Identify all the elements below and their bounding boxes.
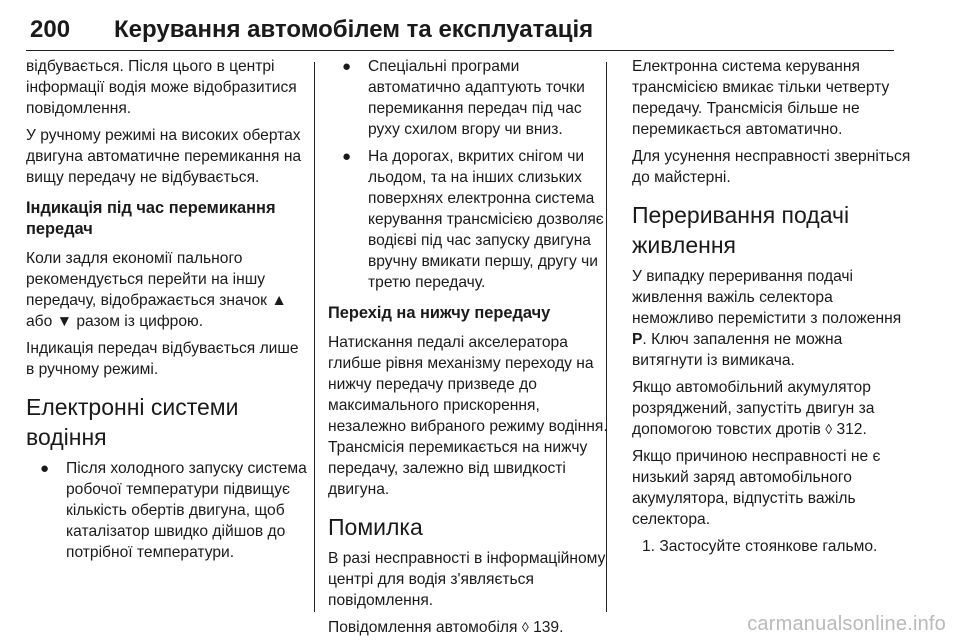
section-title: Переривання подачі живлення (632, 202, 850, 258)
paragraph: Натискання педалі акселератора глибше рівня механізму переходу на нижчу передачу призведе до максимального прискорення, незалежно вибраного режиму водіння. Трансмісія перемикається на нижчу передачу, залежно від швидкості двигуна. (328, 334, 608, 498)
paragraph: відбувається. Після цього в центрі інформації водія може відобразитися повідомлення. (26, 58, 297, 117)
text-column-1 (26, 56, 308, 612)
arrow-down-icon: ▼ (56, 313, 73, 330)
arrow-up-icon: ▲ (271, 292, 287, 309)
bullet-list (328, 56, 610, 293)
bullet-icon: ● (40, 460, 50, 477)
paragraph: У випадку переривання подачі живлення важіль селектора неможливо перемістити з положення P. Ключ запалення не можна витягнути із вимикача. (632, 268, 902, 369)
section-title: Помилка (328, 514, 423, 540)
watermark: carmanualsonline.info (747, 613, 946, 635)
paragraph: Повідомлення автомобіля ◊ 139. (328, 619, 564, 636)
page-reference-icon: ◊ (521, 619, 529, 635)
column-divider (314, 62, 315, 612)
paragraph: Електронна система керування трансмісією вмикає тільки четверту передачу. Трансмісія більше не перемикається автоматично. (632, 58, 890, 138)
bullet-icon: ● (342, 58, 352, 75)
page-header (26, 14, 894, 51)
text-column-2 (328, 56, 610, 636)
numbered-list (632, 536, 917, 557)
chapter-title: Керування автомобілем та експлуатація (114, 16, 594, 43)
section-heading: Перехід на нижчу передачу (328, 304, 551, 322)
list-item: ● Після холодного запуску система робочої температури підвищує кількість обертів двигуна, щоб каталізатор швидко дійшов до потрібної температури. (40, 460, 307, 561)
bullet-icon: ● (342, 148, 352, 165)
list-item: ● На дорогах, вкритих снігом чи льодом, та на інших слизьких поверхнях електронна система керування трансмісією дозволяє водієві під час запуску двигуна вручну вмикати першу, другу чи третю передачу. (342, 148, 604, 291)
page-reference-icon: ◊ (825, 421, 833, 437)
paragraph: Для усунення несправності зверніться до майстерні. (632, 148, 911, 186)
list-item: ● Спеціальні програми автоматично адаптують точки перемикання передач під час руху схилом вгору чи вниз. (342, 58, 585, 138)
section-heading: Індикація під час перемикання передач (26, 199, 276, 238)
paragraph: Коли задля економії пального рекомендується перейти на іншу передачу, відображається значок ▲ або ▼ разом із цифрою. (26, 250, 287, 330)
paragraph: Індикація передач відбувається лише в ручному режимі. (26, 340, 299, 378)
paragraph: Якщо автомобільний акумулятор розряджений, запустіть двигун за допомогою товстих дротів ◊ 312. (632, 379, 875, 438)
paragraph: В разі несправності в інформаційному центрі для водія з'являється повідомлення. (328, 550, 606, 609)
page-number: 200 (30, 16, 71, 43)
text-column-3 (632, 56, 917, 612)
paragraph: Якщо причиною несправності не є низький заряд автомобільного акумулятора, відпустіть важіль селектора. (632, 448, 881, 528)
paragraph: У ручному режимі на високих обертах двигуна автоматичне перемикання на вищу передачу не відбувається. (26, 127, 302, 186)
list-item: 1. Застосуйте стоянкове гальмо. (642, 538, 878, 555)
section-title: Електронні системи водіння (26, 394, 239, 450)
bullet-list (26, 458, 308, 563)
